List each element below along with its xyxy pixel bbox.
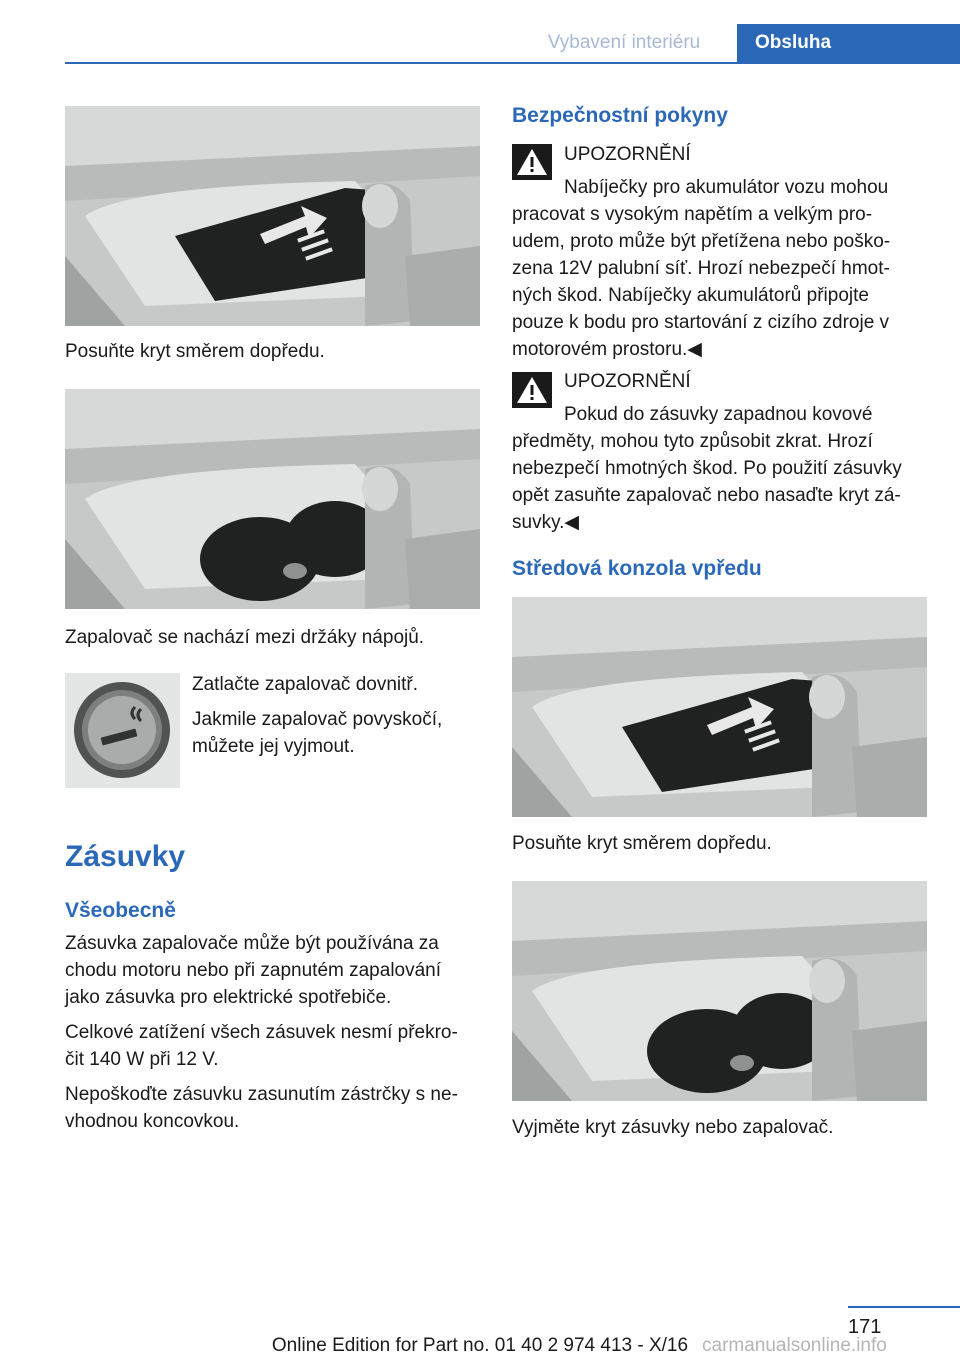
sockets-p2-l1: Celkové zatížení všech zásuvek nesmí překro‐ — [65, 1022, 458, 1043]
photo-console-cover-closed — [65, 106, 480, 326]
lighter-step-remove-l1: Jakmile zapalovač povyskočí, — [192, 709, 443, 730]
warning-title: UPOZORNĚNÍ — [564, 144, 691, 165]
heading-safety: Bezpečnostní pokyny — [512, 104, 728, 127]
warning-chargers-l5: ných škod. Nabíječky akumulátorů připojte — [512, 285, 869, 306]
warning-chargers-l6: pouze k bodu pro startování z cizího zdroje v — [512, 312, 890, 333]
warning-metal-l2: předměty, mohou tyto způsobit zkrat. Hrozí — [512, 431, 873, 452]
page-number: 171 — [848, 1316, 882, 1338]
lighter-instructions — [192, 671, 480, 760]
footer-rule — [848, 1306, 960, 1308]
warning-chargers-l2: pracovat s vysokým napětím a velkým pro‐ — [512, 204, 873, 225]
warning-chargers-l1: Nabíječky pro akumulátor vozu mohou — [564, 177, 889, 198]
sockets-p2-l2: čit 140 W při 12 V. — [65, 1049, 219, 1070]
warning-chargers-l4: zena 12V palubní síť. Hrozí nebezpečí hmot‐ — [512, 258, 890, 279]
cigarette-lighter-icon — [65, 673, 180, 788]
sockets-p1-l2: chodu motoru nebo při zapnutém zapalování — [65, 960, 442, 981]
caption-lighter-location: Zapalovač se nachází mezi držáky nápojů. — [65, 627, 425, 648]
warning-chargers — [512, 141, 927, 363]
photo-front-console-socket — [512, 881, 927, 1101]
header-section-title: Vybavení interiéru — [547, 32, 701, 53]
warning-chargers-l7: motorovém prostoru.◀ — [512, 339, 702, 360]
header-rule — [65, 62, 960, 64]
lighter-step-push: Zatlačte zapalovač dovnitř. — [192, 674, 419, 695]
warning-metal-objects — [512, 368, 932, 536]
warning-metal-l5: suvky.◀ — [512, 512, 580, 533]
edition-note: Online Edition for Part no. 01 40 2 974 413 - X/16 — [271, 1335, 689, 1356]
heading-front-console: Středová konzola vpředu — [512, 557, 762, 580]
warning-metal-l4: opět zasuňte zapalovač nebo nasaďte kryt zá‐ — [512, 485, 901, 506]
sockets-body — [65, 930, 485, 1135]
watermark: carmanualsonline.info — [702, 1335, 887, 1356]
warning-metal-l1: Pokud do zásuvky zapadnou kovové — [564, 404, 873, 425]
lighter-step-remove-l2: můžete jej vyjmout. — [192, 736, 355, 757]
heading-sockets: Zásuvky — [65, 840, 186, 873]
caption-remove-cover: Vyjměte kryt zásuvky nebo zapalovač. — [512, 1117, 834, 1138]
header-chapter-tab: Obsluha — [737, 24, 960, 62]
sockets-p3-l2: vhodnou koncovkou. — [65, 1111, 240, 1132]
subheading-general: Všeobecně — [65, 899, 176, 922]
warning-title: UPOZORNĚNÍ — [564, 371, 691, 392]
caption-slide-cover-front: Posuňte kryt směrem dopředu. — [512, 833, 772, 854]
sockets-p1-l1: Zásuvka zapalovače může být používána za — [65, 933, 439, 954]
warning-chargers-l3: udem, proto může být přetížena nebo poško‐ — [512, 231, 891, 252]
caption-slide-cover: Posuňte kryt směrem dopředu. — [65, 341, 325, 362]
warning-metal-l3: nebezpečí hmotných škod. Po použití zásuvky — [512, 458, 902, 479]
sockets-p3-l1: Nepoškoďte zásuvku zasunutím zástrčky s ne‐ — [65, 1084, 458, 1105]
sockets-p1-l3: jako zásuvka pro elektrické spotřebiče. — [65, 987, 392, 1008]
photo-front-console-cover — [512, 597, 927, 817]
photo-cup-holders — [65, 389, 480, 609]
